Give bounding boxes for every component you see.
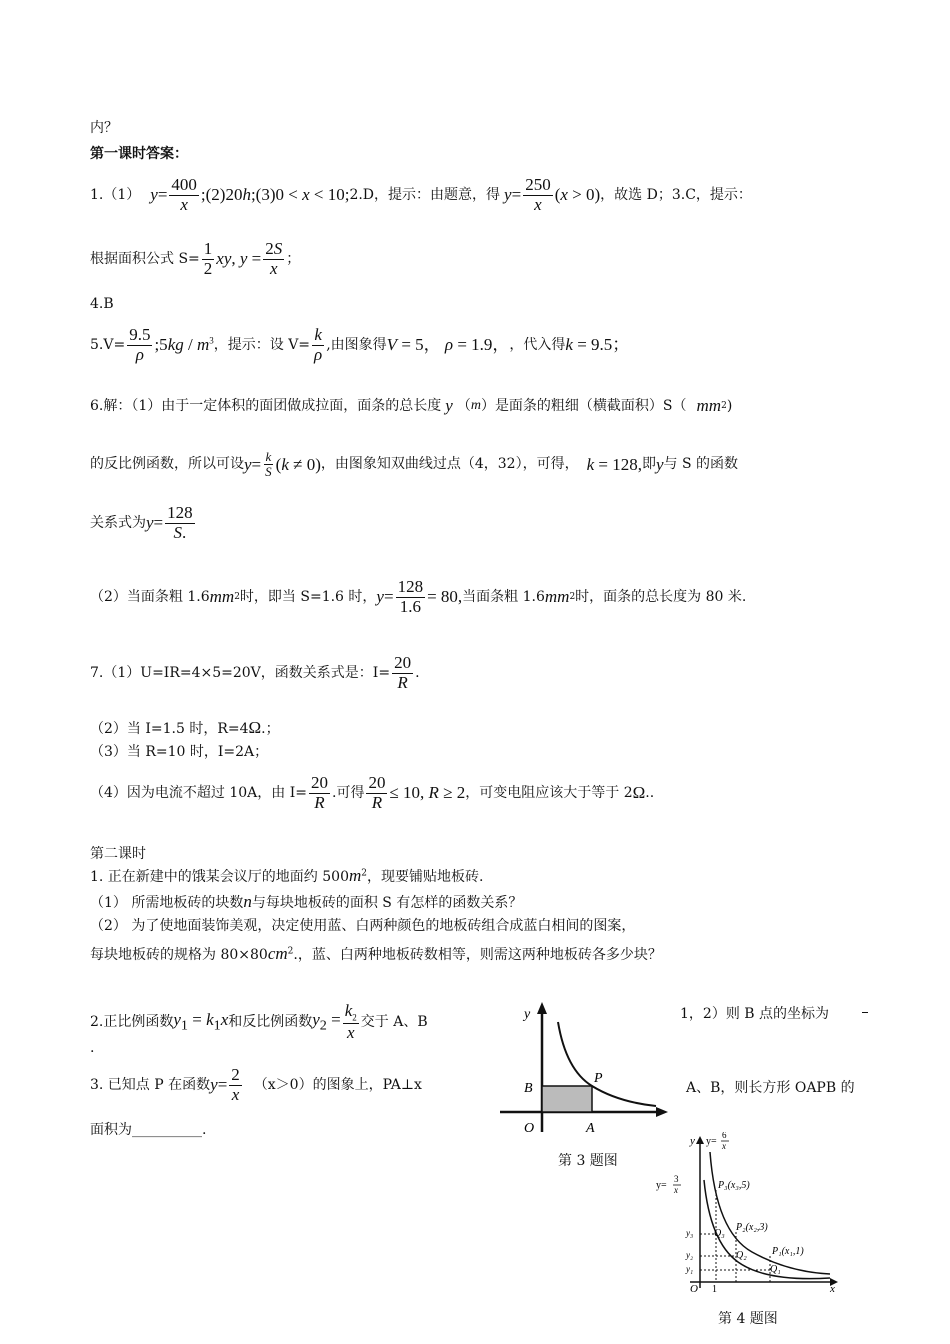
svg-text:6: 6 xyxy=(722,1132,727,1140)
problem-1-text-6: ，蓝、白两种地板砖数相等，则需这两种地板砖各多少块？ xyxy=(297,947,662,963)
problem-3-text-1: 3. 已知点 P 在函数 xyxy=(90,1076,211,1093)
fig4-y3-label: y= xyxy=(656,1180,667,1191)
fig3-b-label: B xyxy=(524,1081,533,1096)
answer-6-text-4: ，由图象知双曲线过点（4，32），可得， xyxy=(320,456,579,473)
problem-2-text-1: 2.正比例函数 xyxy=(90,1014,174,1031)
answer-5-line: 5.V= $\frac{9.5}{\rho}$ ;5kg / $m^3$ ，提示：设 V= $\frac{k}{\rho}$ ,由图象得 V = 5， ρ = 1.9， ，代入得 k = 9.5； xyxy=(90,325,630,364)
fig4-o-label: O xyxy=(690,1283,698,1294)
problem-1-text-5: 每块地板砖的规格为 80×80 xyxy=(90,947,268,963)
answer-5-sub: ，代入得 xyxy=(509,336,566,353)
answer-6-text-7: 关系式为 xyxy=(90,514,146,531)
problem-1-text-3: （1） 所需地板砖的块数 xyxy=(90,895,244,911)
fig4-p2-label: P₂(x₂,3) xyxy=(736,1222,768,1233)
area-formula-text: 根据面积公式 S= xyxy=(90,250,200,267)
figure-3-graph xyxy=(496,1000,672,1140)
fig3-y-label: y xyxy=(524,1007,531,1022)
answer-6-text-10: 当面条粗 1.6 xyxy=(462,588,545,605)
problem-3-text-4: 面积为__________. xyxy=(90,1122,207,1138)
fig4-y-label: y xyxy=(690,1135,695,1147)
problem-2-text-2: 和反比例函数 xyxy=(228,1014,313,1031)
problem-3-text-3: A、B，则长方形 OAPB 的 xyxy=(686,1080,855,1096)
problem-3-text-2: （x＞0）的图象上，PA⊥x xyxy=(253,1076,422,1093)
answer-5-hint: ，提示：设 V= xyxy=(213,336,311,353)
answer-6-text-8: （2）当面条粗 1.6 xyxy=(90,588,210,605)
heading-second-lesson: 第二课时 xyxy=(90,846,146,862)
problem-3-line: 3. 已知点 P 在函数 y = $\frac{2}{x}$ （x＞0）的图象上，PA⊥x xyxy=(90,1065,422,1104)
fig4-y2-tick: y₂ xyxy=(686,1250,694,1260)
fig4-x-label: x xyxy=(830,1283,835,1294)
answer-7-text-5: ，可变电阻应该大于等于 2 xyxy=(465,784,633,801)
problem-1-line-1: 1. 正在新建中的饿某会议厅的地面约 $500m^2$，现要铺贴地板砖. xyxy=(90,866,484,885)
answer-7-line-3: （3）当 R=10 时，I=2A； xyxy=(90,744,269,760)
answer-6-text-2: 是面条的粗细（横截面积）S（ xyxy=(494,397,687,414)
answer-6-text-6: 与 S 的函数 xyxy=(663,456,739,473)
fig4-p1-label: P₁(x₁,1) xyxy=(772,1246,804,1257)
fig3-p-label: P xyxy=(594,1071,603,1086)
answer-6-text-11: 时，面条的总长度为 80 米. xyxy=(575,588,747,605)
problem-1-line-4: 每块地板砖的规格为 $80\times 80cm^2$.，蓝、白两种地板砖数相等，则需这两种地板砖各多少块？ xyxy=(90,944,662,963)
answer-7-text-3: （4）因为电流不超过 10A，由 I= xyxy=(90,784,307,801)
answer-7-line-1: 7.（1）U=IR=4×5=20V，函数关系式是：I= $\frac{20}{R}$ . xyxy=(90,653,420,692)
answer-2-hint: ，故选 D；3.C，提示： xyxy=(600,186,752,203)
answer-4: 4.B xyxy=(90,296,114,312)
answer-6-text-3: 的反比例函数，所以可设 xyxy=(90,456,244,473)
fig4-y3-tick: y₃ xyxy=(686,1228,694,1238)
fig4-q3-label: Q₃ xyxy=(714,1228,725,1239)
answer-6-line-4: （2）当面条粗 1.6 mm 2 时，即当 S=1.6 时， y = $\frac{128}{1.6}$ = 80, 当面条粗 1.6 mm 2 时，面条的总长度为 80 米. xyxy=(90,577,747,616)
answer-2-text: 2.D，提示：由题意，得 xyxy=(349,186,501,203)
answer-6-text-9: 时，即当 S=1.6 时， xyxy=(239,588,377,605)
problem-1-text-4: 与每块地板砖的面积 S 有怎样的函数关系？ xyxy=(251,895,523,911)
continued-text: 内？ xyxy=(90,120,118,136)
figure-3-caption: 第 3 题图 xyxy=(558,1153,618,1169)
heading-first-lesson-answers: 第一课时答案： xyxy=(90,146,188,162)
svg-text:x: x xyxy=(722,1141,726,1151)
fig4-one-label: 1 xyxy=(712,1284,717,1294)
answer-6-line-2: 的反比例函数，所以可设 y = $\frac{k}{S}$ (k ≠ 0) ，由图象知双曲线过点（4，32），可得， k = 128, 即 y 与 S 的函数 xyxy=(90,449,739,480)
figure-4-caption: 第 4 题图 xyxy=(718,1311,778,1327)
problem-1-text-2: ，现要铺贴地板砖. xyxy=(367,869,484,885)
fig4-q2-label: Q₂ xyxy=(736,1250,747,1261)
blank-line xyxy=(862,1012,868,1013)
answer-6-text-5: 即 xyxy=(641,456,656,473)
figure-4-graph xyxy=(652,1132,842,1294)
answer-7-text-1: 7.（1）U=IR=4×5=20V，函数关系式是：I= xyxy=(90,664,391,681)
fig4-p3-label: P₃(x₃,5) xyxy=(718,1180,750,1191)
answer-5-label: 5.V= xyxy=(90,336,126,353)
svg-text:3: 3 xyxy=(674,1174,679,1184)
problem-2-text-4: 1，2）则 B 点的坐标为 xyxy=(680,1006,830,1022)
answer-7-line-2: （2）当 I=1.5 时，R=4Ω.； xyxy=(90,718,280,737)
fig3-o-label: O xyxy=(524,1121,535,1136)
problem-1-line-2: （1） 所需地板砖的块数n与每块地板砖的面积 S 有怎样的函数关系？ xyxy=(90,892,523,911)
answer-7-text-2: （2）当 I=1.5 时，R=4 xyxy=(90,721,249,737)
answer-6-text-1: 6.解：（1）由于一定体积的面团做成拉面，面条的总长度 xyxy=(90,397,442,414)
svg-text:x: x xyxy=(674,1185,678,1195)
problem-2-text-3: 交于 A、B xyxy=(360,1014,428,1031)
problem-2-text-5: . xyxy=(90,1040,95,1056)
fig4-y1-tick: y₁ xyxy=(686,1264,694,1274)
problem-1-line-3: （2） 为了使地面装饰美观，决定使用蓝、白两种颜色的地板砖组合成蓝白相间的图案， xyxy=(90,918,636,934)
problem-1-text-1: 1. 正在新建中的饿某会议厅的地面约 500 xyxy=(90,869,349,885)
answer-5-graph: ,由图象得 xyxy=(326,336,387,353)
fig4-q1-label: Q₁ xyxy=(770,1264,781,1275)
answer-1-line: 1.（1） y = $\frac{400}{x}$ ;(2)20h;(3)0 < x < 10; 2.D，提示：由题意，得 y = $\frac{250}{x}$ (x > 0) ，故选 D；3.C，提示： xyxy=(90,175,752,214)
answer-1-label: 1.（1） xyxy=(90,186,141,203)
answer-6-line-1: 6.解：（1）由于一定体积的面团做成拉面，面条的总长度 y （ m ） 是面条的粗细（横截面积）S（ mm 2 ) xyxy=(90,396,733,415)
area-formula-line: 根据面积公式 S= $\frac{1}{2}$ xy, y = $\frac{2S}{x}$ ； xyxy=(90,239,301,278)
problem-2-line: 2.正比例函数 $y_1 = k_1x$ 和反比例函数 $y_2$ = $\frac{k_2}{x}$ 交于 A、B xyxy=(90,1001,428,1043)
answer-7-line-4: （4）因为电流不超过 10A，由 I= $\frac{20}{R}$ . 可得 $\frac{20}{R}$ ≤ 10, R ≥ 2 ，可变电阻应该大于等于 2 Ω .. xyxy=(90,773,655,812)
answer-7-text-4: 可得 xyxy=(336,784,365,801)
answer-6-line-3: 关系式为 y = $\frac{128}{S.}$ xyxy=(90,503,193,542)
fig4-y6-label: y= xyxy=(706,1136,717,1147)
fig3-a-label: A xyxy=(586,1121,595,1136)
